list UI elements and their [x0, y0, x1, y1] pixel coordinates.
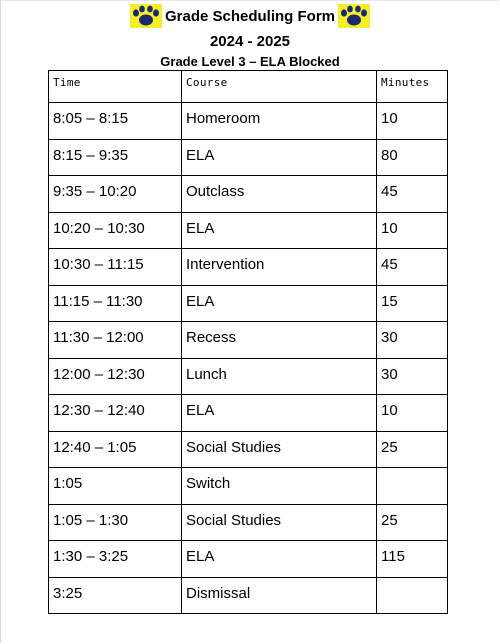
cell-course: ELA: [182, 139, 377, 176]
table-row: [49, 212, 448, 249]
cell-minutes: 30: [377, 358, 448, 395]
table-row: [49, 577, 448, 614]
cell-time: 12:00 – 12:30: [49, 358, 182, 395]
cell-course: Intervention: [182, 249, 377, 286]
cell-minutes: 10: [377, 395, 448, 432]
paw-print-icon: [130, 4, 162, 28]
cell-minutes: 30: [377, 322, 448, 359]
table-row: [49, 358, 448, 395]
cell-minutes: 45: [377, 249, 448, 286]
table-row: [49, 103, 448, 140]
table-row: [49, 541, 448, 578]
page-title: Grade Scheduling Form: [164, 7, 336, 25]
table-row: [49, 504, 448, 541]
table-row: [49, 468, 448, 505]
cell-time: 3:25: [49, 577, 182, 614]
cell-time: 11:15 – 11:30: [49, 285, 182, 322]
table-row: [49, 322, 448, 359]
cell-course: Lunch: [182, 358, 377, 395]
cell-course: ELA: [182, 285, 377, 322]
cell-course: ELA: [182, 212, 377, 249]
column-header-time: Time: [49, 71, 182, 103]
cell-time: 1:30 – 3:25: [49, 541, 182, 578]
table-row: [49, 285, 448, 322]
cell-course: Homeroom: [182, 103, 377, 140]
cell-minutes: 115: [377, 541, 448, 578]
cell-minutes: 25: [377, 504, 448, 541]
cell-time: 1:05: [49, 468, 182, 505]
cell-time: 8:15 – 9:35: [49, 139, 182, 176]
cell-time: 9:35 – 10:20: [49, 176, 182, 213]
cell-minutes: 80: [377, 139, 448, 176]
cell-time: 11:30 – 12:00: [49, 322, 182, 359]
cell-time: 10:20 – 10:30: [49, 212, 182, 249]
cell-course: ELA: [182, 395, 377, 432]
cell-minutes: [377, 577, 448, 614]
table-row: [49, 176, 448, 213]
table-header-row: [49, 71, 448, 103]
cell-minutes: 10: [377, 212, 448, 249]
cell-minutes: 10: [377, 103, 448, 140]
table-row: [49, 431, 448, 468]
cell-time: 8:05 – 8:15: [49, 103, 182, 140]
cell-time: 1:05 – 1:30: [49, 504, 182, 541]
school-years: 2024 - 2025: [209, 33, 291, 50]
table-row: [49, 249, 448, 286]
title-row: [0, 4, 500, 28]
column-header-minutes: Minutes: [377, 71, 448, 103]
cell-minutes: 15: [377, 285, 448, 322]
cell-time: 10:30 – 11:15: [49, 249, 182, 286]
schedule-body: [49, 103, 448, 614]
table-row: [49, 139, 448, 176]
paw-print-icon: [338, 4, 370, 28]
cell-course: Recess: [182, 322, 377, 359]
cell-time: 12:30 – 12:40: [49, 395, 182, 432]
cell-time: 12:40 – 1:05: [49, 431, 182, 468]
cell-minutes: [377, 468, 448, 505]
cell-course: Social Studies: [182, 504, 377, 541]
cell-course: Outclass: [182, 176, 377, 213]
schedule-table: [48, 70, 448, 614]
grade-level-subtitle: Grade Level 3 – ELA Blocked: [160, 54, 340, 69]
cell-minutes: 45: [377, 176, 448, 213]
column-header-course: Course: [182, 71, 377, 103]
cell-course: ELA: [182, 541, 377, 578]
table-row: [49, 395, 448, 432]
cell-course: Social Studies: [182, 431, 377, 468]
cell-minutes: 25: [377, 431, 448, 468]
cell-course: Switch: [182, 468, 377, 505]
cell-course: Dismissal: [182, 577, 377, 614]
